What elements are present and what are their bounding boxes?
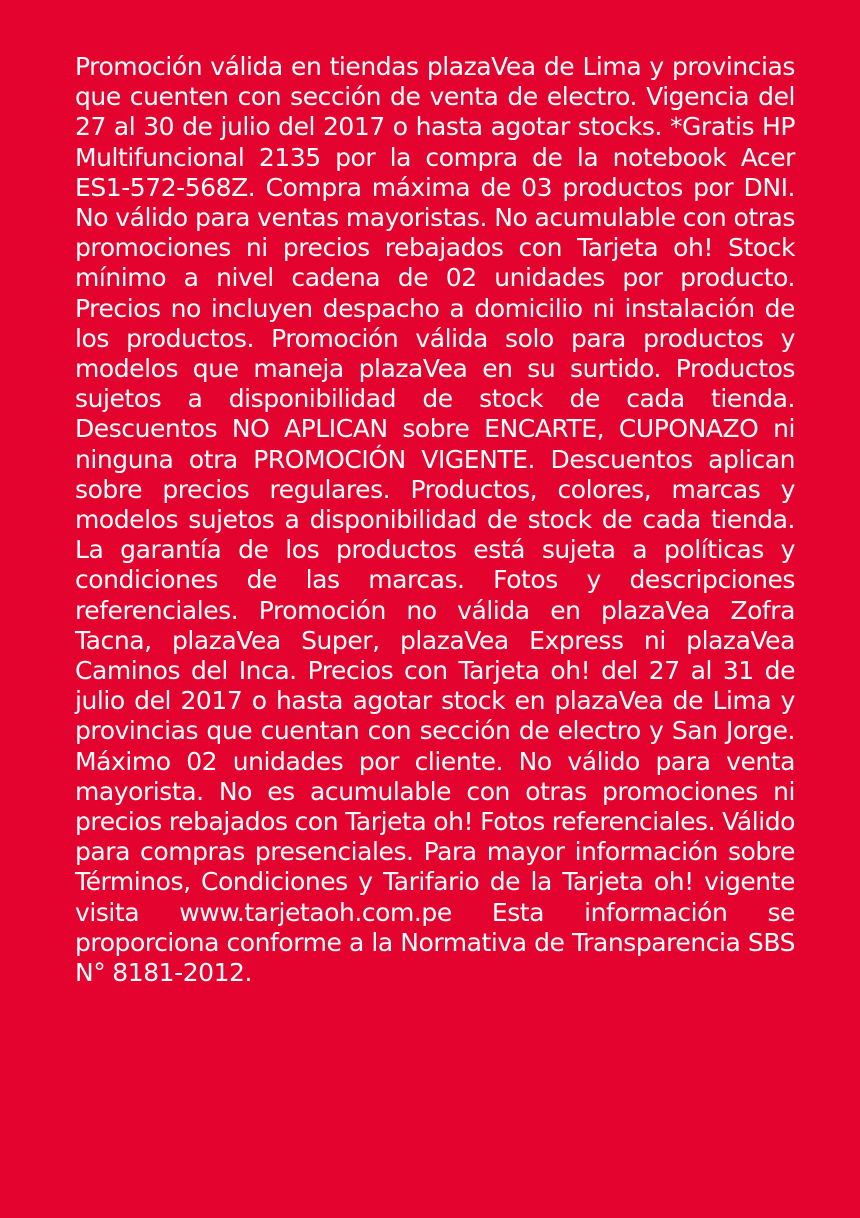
- terms-and-conditions-text: Promoción válida en tiendas plazaVea de Lima y provincias que cuenten con sección de venta de electro. Vigencia del 27 al 30 de julio del 2017 o hasta agotar stocks. *Gratis HP Multifuncional 2135 por la compra de la notebook Acer ES1-572-568Z. Compra máxima de 03 productos por DNI. No válido para ventas mayoristas. No acumulable con otras promociones ni precios rebajados con Tarjeta oh! Stock mínimo a nivel cadena de 02 unidades por producto. Precios no incluyen despacho a domicilio ni instalación de los productos. Promoción válida solo para productos y modelos que maneja plazaVea en su surtido. Productos sujetos a disponibilidad de stock de cada tienda. Descuentos NO APLICAN sobre ENCARTE, CUPONAZO ni ninguna otra PROMOCIÓN VIGENTE. Descuentos aplican sobre precios regulares. Productos, colores, marcas y modelos sujetos a disponibilidad de stock de cada tienda. La garantía de los productos está sujeta a políticas y condiciones de las marcas. Fotos y descripciones referenciales. Promoción no válida en plazaVea Zofra Tacna, plazaVea Super, plazaVea Express ni plazaVea Caminos del Inca. Precios con Tarjeta oh! del 27 al 31 de julio del 2017 o hasta agotar stock en plazaVea de Lima y provincias que cuentan con sección de electro y San Jorge. Máximo 02 unidades por cliente. No válido para venta mayorista. No es acumulable con otras promociones ni precios rebajados con Tarjeta oh! Fotos referenciales. Válido para compras presenciales. Para mayor información sobre Términos, Condiciones y Tarifario de la Tarjeta oh! vigente visita www.tarjetaoh.com.pe Esta información se proporciona conforme a la Normativa de Transparencia SBS N° 8181-2012.: [75, 52, 795, 988]
